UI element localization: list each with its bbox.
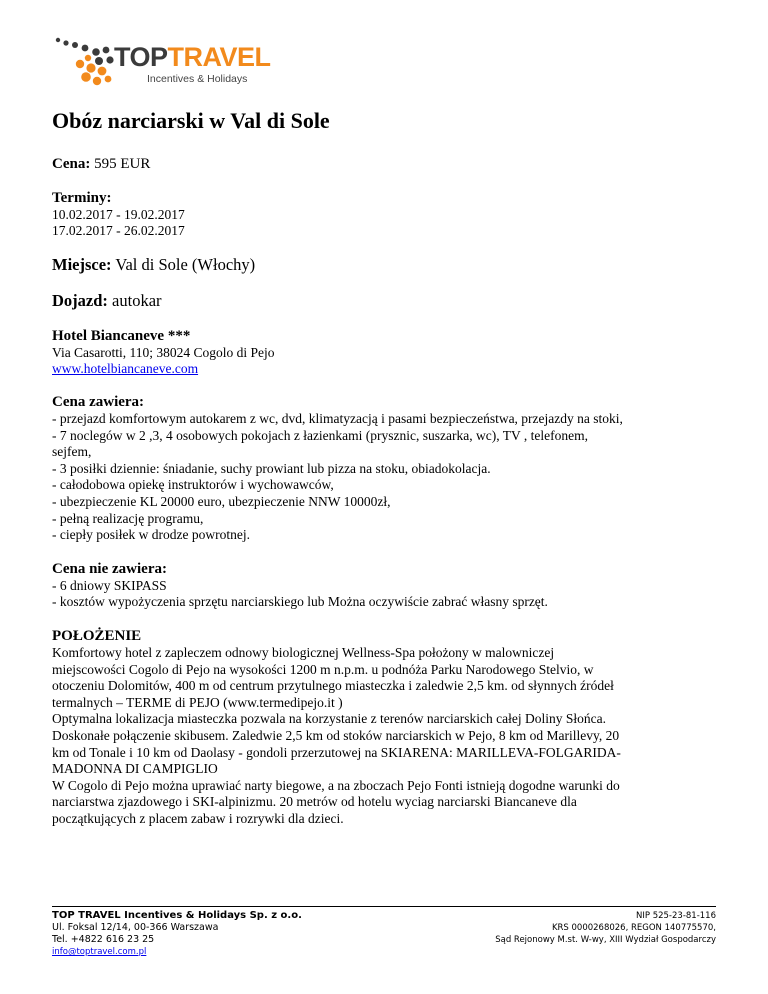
dates-label: Terminy: (52, 190, 112, 206)
footer-krs: KRS 0000268026, REGON 140775570, (551, 923, 716, 933)
paragraph-line: Doskonałe połączenie skibusem. Zaledwie 2,5 km od stoków narciarskich w Pejo, 8 km od Marillevy, 20 (52, 727, 620, 743)
place-value: Val di Sole (Włochy) (115, 255, 256, 274)
paragraph-line: termalnych – TERME di PEJO (www.termedipejo.it ) (52, 694, 343, 710)
footer-company: TOP TRAVEL Incentives & Holidays Sp. z o.o. (52, 910, 302, 921)
hotel-name: Hotel Biancaneve *** (52, 328, 191, 344)
list-item: - pełną realizację programu, (52, 510, 204, 526)
transport-row (52, 291, 716, 311)
list-item: - całodobowa opiekę instruktorów i wychowawców, (52, 477, 334, 493)
paragraph-line: początkujących z placem zabaw i rozrywki dla dzieci. (52, 810, 344, 826)
paragraph-line: km od Tonale i 10 km od Daolasy - gondoli przerzutowej na SKIARENA: MARILLEVA-FOLGARIDA- (52, 744, 621, 760)
list-item: - kosztów wypożyczenia sprzętu narciarskiego lub Można oczywiście zabrać własny sprzęt. (52, 594, 548, 610)
excludes-list (52, 578, 716, 611)
list-item: - 3 posiłki dziennie: śniadanie, suchy prowiant lub pizza na stoku, obiadokolacja. (52, 460, 491, 476)
logo-wordmark (114, 42, 271, 73)
price-label: Cena: (52, 156, 91, 172)
transport-value: autokar (112, 291, 162, 310)
footer-registration (495, 910, 716, 946)
logo-word-top: TOP (114, 42, 168, 72)
place-label: Miejsce: (52, 255, 112, 274)
transport-label: Dojazd: (52, 291, 108, 310)
location-description (52, 645, 716, 828)
place-row (52, 255, 716, 275)
paragraph-line: narciarstwa zjazdowego i SKI-alpinizmu. 20 metrów od hotelu wyciag narciarski Biancaneve dla (52, 794, 577, 810)
footer-divider (52, 906, 716, 907)
footer-phone: Tel. +4822 616 23 25 (52, 934, 155, 945)
paragraph-line: miejscowości Cogolo di Pejo na wysokości 1200 m n.p.m. u podnóża Parku Narodowego Stelvio, w (52, 661, 594, 677)
paragraph-line: MADONNA DI CAMPIGLIO (52, 761, 218, 777)
list-item: - ciepły posiłek w drodze powrotnej. (52, 527, 250, 543)
page-title: Obóz narciarski w Val di Sole (52, 108, 330, 133)
includes-list (52, 411, 716, 544)
excludes-label: Cena nie zawiera: (52, 560, 167, 577)
hotel-website-link[interactable]: www.hotelbiancaneve.com (52, 361, 199, 376)
includes-label: Cena zawiera: (52, 394, 145, 410)
offer-content (52, 108, 716, 827)
logo-word-travel: TRAVEL (167, 42, 271, 72)
list-item: sejfem, (52, 444, 92, 460)
date-item: 17.02.2017 - 26.02.2017 (52, 223, 185, 238)
paragraph-line: W Cogolo di Pejo można uprawiać narty biegowe, a na zboczach Pejo Fonti istnieją dogodne warunki do (52, 777, 620, 793)
list-item: - 6 dniowy SKIPASS (52, 577, 167, 593)
price-row (52, 155, 716, 173)
list-item: - przejazd komfortowym autokarem z wc, dvd, klimatyzacją i pasami bezpieczeństwa, przejazdy na stoki, (52, 411, 623, 426)
footer-address: Ul. Foksal 12/14, 00-366 Warszawa (52, 922, 219, 933)
logo-subtitle: Incentives & Holidays (147, 73, 248, 85)
location-label: POŁOŻENIE (52, 627, 142, 644)
paragraph-line: Komfortowy hotel z zapleczem odnowy biologicznej Wellness-Spa położony w malowniczej (52, 644, 555, 660)
footer-contact (52, 910, 302, 958)
list-item: - 7 noclegów w 2 ,3, 4 osobowych pokojach z łazienkami (prysznic, suszarka, wc), TV , telefonem, (52, 427, 588, 443)
footer-email-link[interactable]: info@toptravel.com.pl (52, 947, 147, 957)
footer-court: Sąd Rejonowy M.st. W-wy, XIII Wydział Gospodarczy (495, 935, 716, 945)
paragraph-line: Optymalna lokalizacja miasteczka pozwala na korzystanie z terenów narciarskich całej Doliny Słońca. (52, 711, 607, 727)
toptravel-logo (52, 36, 272, 96)
logo-dots-icon (52, 36, 122, 96)
date-item: 10.02.2017 - 19.02.2017 (52, 207, 185, 222)
list-item: - ubezpieczenie KL 20000 euro, ubezpieczenie NNW 10000zł, (52, 493, 391, 509)
paragraph-line: otoczeniu Dolomitów, 400 m od centrum przytulnego miasteczka i zaledwie 2,5 km. od słynnych źródeł (52, 678, 614, 694)
footer-nip: NIP 525-23-81-116 (636, 911, 716, 921)
hotel-address: Via Casarotti, 110; 38024 Cogolo di Pejo (52, 345, 275, 360)
price-value: 595 EUR (94, 156, 151, 172)
